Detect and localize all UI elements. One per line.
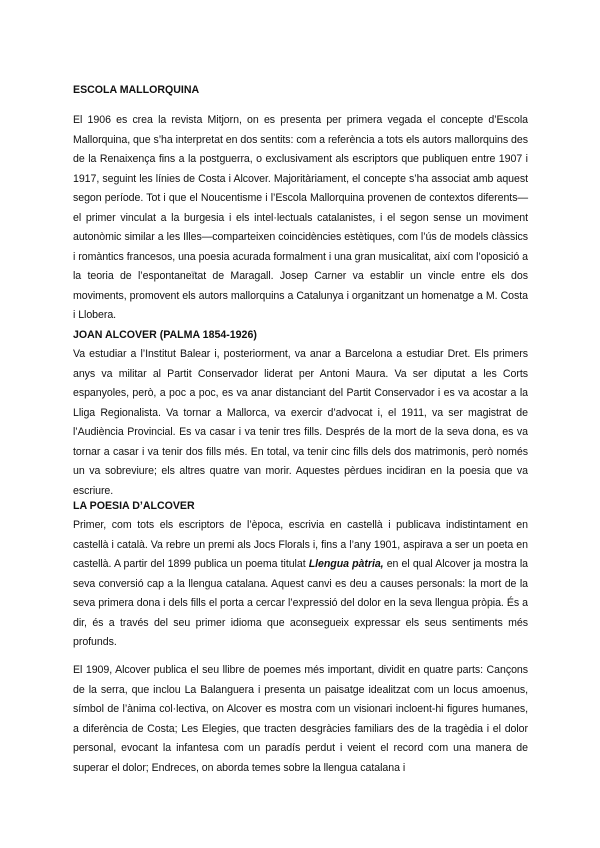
section-heading-joan-alcover: JOAN ALCOVER (PALMA 1854-1926) xyxy=(73,329,257,341)
paragraph-la-poesia-part-2: en el qual Alcover ja mostra la seva conversió cap a la llengua catalana. Aquest canvi es deu a causes personals: la mort de la seva primera dona i dels fills el porta a cercar l’expressió del dolor en la seva llengua pròpia. És a dir, és a través del seu primer idioma que aconsegueix expressar els seus sentiments més profunds. xyxy=(73,558,528,648)
paragraph-escola-mallorquina: El 1906 es crea la revista Mitjorn, on es presenta per primera vegada el concepte d’Escola Mallorquina, que s’ha interpretat en dos sentits: com a referència a tots els autors mallorquins des de la Renaixença fins a la postguerra, o exclusivament als escriptors que publiquen entre 1907 i 1917, seguint les línies de Costa i Alcover. Majoritàriament, el concepte s’ha associat amb aquest segon període. Tot i que el Noucentisme i l’Escola Mallorquina provenen de contextos diferents—el primer vinculat a la burgesia i els intel·lectuals catalanistes, i el segon sense un moviment autonòmic similar a les Illes—comparteixen coincidències estètiques, com l’ús de models clàssics i romàntics francesos, una poesia acurada formalment i una gran musicalitat, així com l’oposició a la teoria de l’espontaneïtat de Maragall. Josep Carner va establir un vincle entre els dos moviments, promovent els autors mallorquins a Catalunya i organitzant un homenatge a M. Costa i Llobera. xyxy=(73,114,528,321)
paragraph-joan-alcover: Va estudiar a l’Institut Balear i, posteriorment, va anar a Barcelona a estudiar Dret. Els primers anys va militar al Partit Conservador liderat per Antoni Maura. Va ser diputat a les Corts espanyoles, però, a poc a poc, es va anar distanciant del Partit Conservador i es va acostar a la Lliga Regionalista. Va tornar a Mallorca, va exercir d’advocat i, el 1911, va ser magistrat de l’Audiència Provincial. Es va casar i va tenir tres fills. Després de la mort de la seva dona, es va tornar a casar i va tenir dos fills més. En total, va tenir cinc fills dels dos matrimonis, però només un va sobreviure; els altres quatre van morir. Aquestes pèrdues incidiran en la poesia que va escriure. xyxy=(73,348,528,497)
section-heading-la-poesia: LA POESIA D’ALCOVER xyxy=(73,500,195,512)
paragraph-la-poesia xyxy=(73,516,528,653)
paragraph-la-poesia-part-1: Primer, com tots els escriptors de l’època, escrivia en castellà i publicava indistintament en castellà i català. Va rebre un premi als Jocs Florals i, fins a l’any 1901, aspirava a ser un poeta en castellà. A partir del 1899 publica un poema titulat xyxy=(73,519,528,570)
paragraph-1909-llibre: El 1909, Alcover publica el seu llibre de poemes més important, dividit en quatre parts: Cançons de la serra, que inclou La Balanguera i presenta un paisatge idealitzat com un locus amoenus, símbol de l’ànima col·lectiva, on Alcover es mostra com un visionari incloent-hi figures humanes, a diferència de Costa; Les Elegies, que tracten desgràcies familiars des de la tragèdia i el dolor personal, evocant la infantesa com un paradís perdut i veient el record com una manera de superar el dolor; Endreces, on aborda temes sobre la llengua catalana i xyxy=(73,664,528,774)
poem-title-llengua-patria: Llengua pàtria, xyxy=(308,558,384,570)
section-heading-escola-mallorquina: ESCOLA MALLORQUINA xyxy=(73,84,200,96)
